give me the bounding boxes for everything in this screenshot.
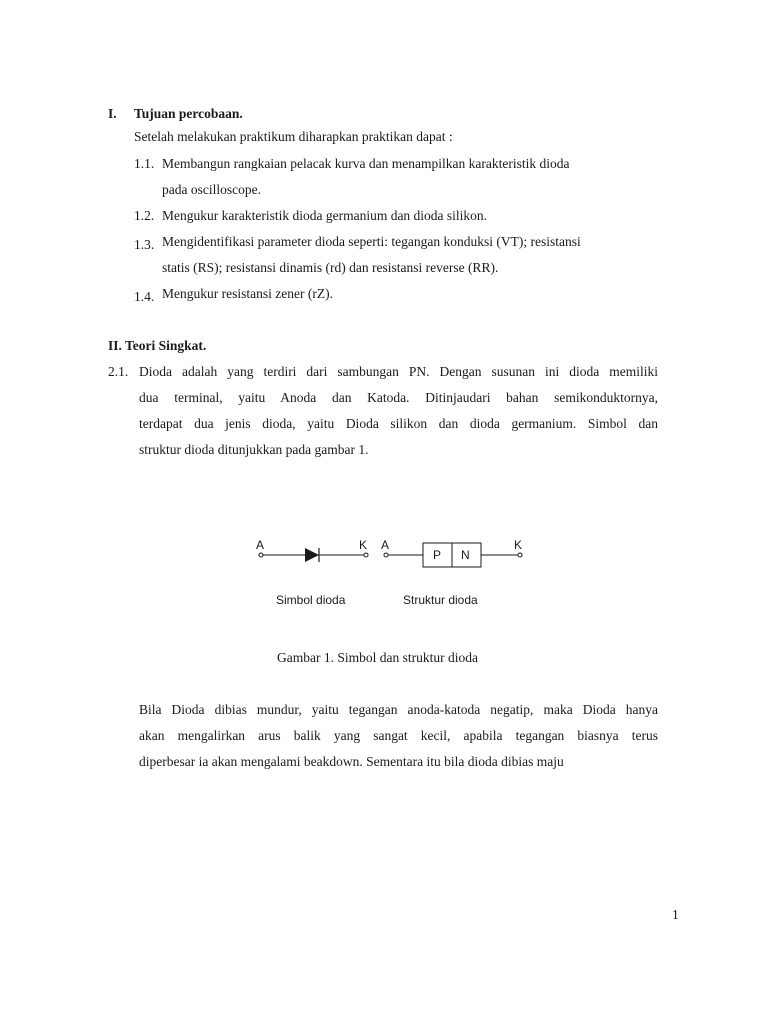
section1-number: I.: [108, 106, 117, 121]
section1-title: Tujuan percobaan.: [134, 106, 243, 121]
objective-text: Mengukur resistansi zener (rZ).: [162, 286, 333, 301]
diode-triangle: [305, 548, 319, 562]
n-region-label: N: [461, 548, 470, 562]
objective-text: Membangun rangkaian pelacak kurva dan menampilkan karakteristik dioda: [162, 156, 570, 171]
paragraph-line: struktur dioda ditunjukkan pada gambar 1.: [139, 442, 369, 457]
p-region-label: P: [433, 548, 442, 562]
objective-text: Mengukur karakteristik dioda germanium dan dioda silikon.: [162, 208, 488, 223]
paragraph-line: Bila Dioda dibias mundur, yaitu tegangan anoda-katoda negatip, maka Dioda hanya: [139, 702, 658, 717]
objective-number: 1.1.: [134, 156, 155, 171]
objective-number: 1.3.: [134, 237, 155, 252]
symbol-cathode-terminal: [364, 553, 368, 557]
symbol-cathode-label: K: [359, 538, 368, 552]
struct-cathode-label: K: [514, 538, 523, 552]
diode-figure: [250, 530, 540, 620]
objective-text-cont: statis (RS); resistansi dinamis (rd) dan resistansi reverse (RR).: [162, 260, 499, 275]
struct-anode-terminal: [384, 553, 388, 557]
paragraph-line: dua terminal, yaitu Anoda dan Katoda. Ditinjaudari bahan semikonduktornya,: [139, 390, 658, 405]
symbol-anode-terminal: [259, 553, 263, 557]
symbol-caption: Simbol dioda: [276, 593, 346, 607]
objective-number: 1.4.: [134, 289, 155, 304]
page-number: 1: [672, 907, 679, 922]
objective-text-cont: pada oscilloscope.: [162, 182, 261, 197]
symbol-anode-label: A: [256, 538, 265, 552]
section2-title: II. Teori Singkat.: [108, 338, 207, 353]
section1-intro: Setelah melakukan praktikum diharapkan praktikan dapat :: [134, 129, 453, 144]
paragraph-line: Dioda adalah yang terdiri dari sambungan PN. Dengan susunan ini dioda memiliki: [139, 364, 658, 379]
struct-cathode-terminal: [518, 553, 522, 557]
theory-item-number: 2.1.: [108, 364, 129, 379]
paragraph-line: terdapat dua jenis dioda, yaitu Dioda silikon dan dioda germanium. Simbol dan: [139, 416, 658, 431]
paragraph-line: akan mengalirkan arus balik yang sangat kecil, apabila tegangan biasnya terus: [139, 728, 658, 743]
structure-caption: Struktur dioda: [403, 593, 478, 607]
objective-text: Mengidentifikasi parameter dioda seperti: tegangan konduksi (VT); resistansi: [162, 234, 581, 249]
struct-anode-label: A: [381, 538, 390, 552]
objective-number: 1.2.: [134, 208, 155, 223]
paragraph-line: diperbesar ia akan mengalami beakdown. Sementara itu bila dioda dibias maju: [139, 754, 564, 769]
figure-caption: Gambar 1. Simbol dan struktur dioda: [277, 650, 478, 665]
